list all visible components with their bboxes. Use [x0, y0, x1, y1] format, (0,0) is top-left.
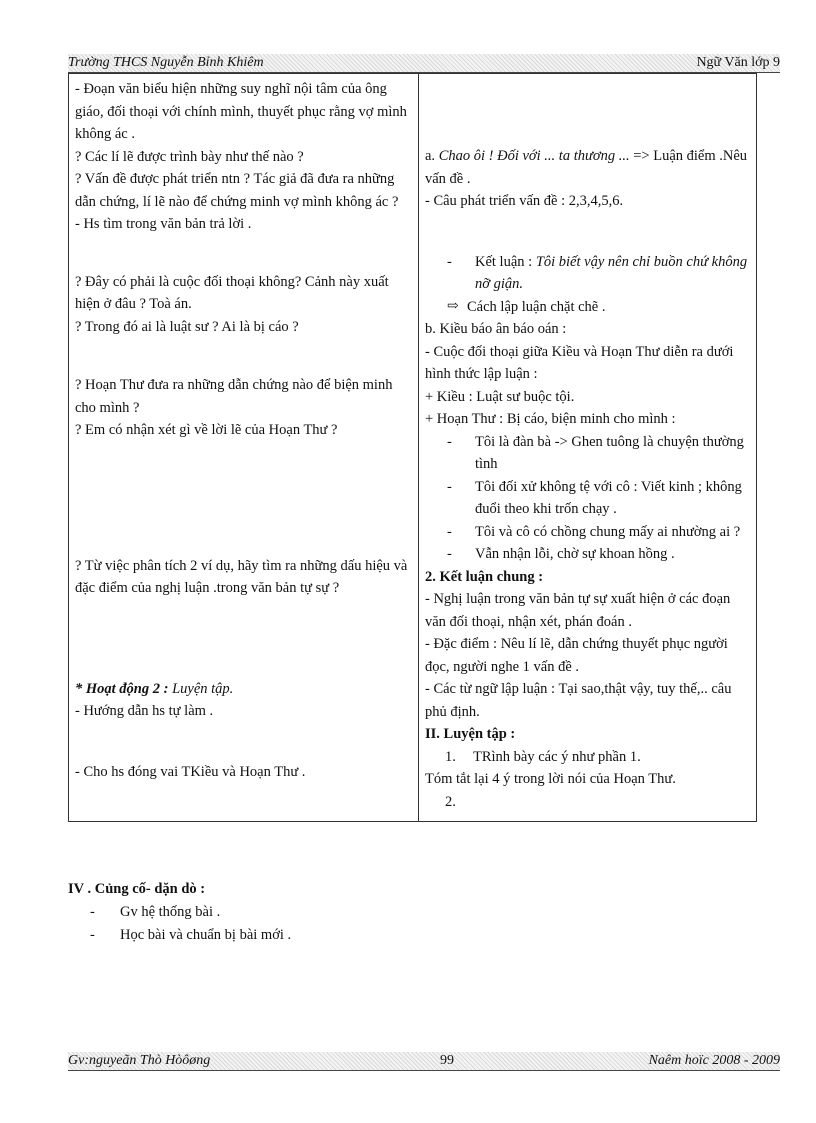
arrow-item: ⇨ Cách lập luận chặt chẽ .: [425, 296, 750, 319]
page-footer: [68, 1052, 780, 1070]
list-item: - Tôi và cô có chồng chung mấy ai nhường ai ?: [447, 523, 741, 540]
list-item: - Tôi là đàn bà -> Ghen tuông là chuyện thường tình: [447, 433, 744, 472]
right-text: - Các từ ngữ lập luận : Tại sao,thật vậy, tuy thế,.. câu phủ định.: [425, 681, 732, 720]
left-question: ? Em có nhận xét gì về lời lẽ của Hoạn Thư ?: [75, 422, 338, 438]
footer-rule: [68, 1070, 780, 1071]
teacher-name: Gv:nguyeãn Thò Hòôøng: [68, 1053, 211, 1068]
right-text: - Nghị luận trong văn bản tự sự xuất hiện ở các đoạn văn đối thoại, nhận xét, phán đoán .: [425, 591, 731, 630]
summary-item: - Gv hệ thống bài .: [90, 904, 221, 920]
section-a: a. Chao ôi ! Đối với ... ta thương ... => Luận điểm .Nêu vấn đề .: [425, 148, 748, 187]
right-text: - Cuộc đối thoại giữa Kiều và Hoạn Thư diễn ra dưới hình thức lập luận :: [425, 343, 734, 382]
left-question: ? Đây có phải là cuộc đối thoại không? Cảnh này xuất hiện ở đâu ? Toà án.: [75, 273, 389, 312]
left-question: ? Vấn đề được phát triển ntn ? Tác giả đã đưa ra những dẫn chứng, lí lẽ nào để chứng minh vợ mình không ác ?: [75, 171, 399, 210]
right-text: Tóm tắt lại 4 ý trong lời nói của Hoạn Thư.: [425, 771, 676, 787]
content-column: [419, 74, 757, 822]
school-year: Naêm hoïc 2008 - 2009: [648, 1053, 780, 1068]
activity-heading: * Hoạt động 2 : Luyện tập.: [75, 680, 234, 697]
conclusion-item: - Kết luận : Tôi biết vậy nên chỉ buồn chứ không nỡ giận.: [447, 253, 748, 292]
summary-item: - Học bài và chuẩn bị bài mới .: [90, 927, 292, 943]
left-question: ? Từ việc phân tích 2 ví dụ, hãy tìm ra những dấu hiệu và đặc điểm của nghị luận .trong văn bản tự sự ?: [75, 557, 408, 596]
right-text: + Hoạn Thư : Bị cáo, biện minh cho mình :: [425, 411, 676, 427]
left-text: - Hs tìm trong văn bản trả lời .: [75, 216, 252, 232]
section-b-heading: b. Kiều báo ân báo oán :: [425, 321, 567, 337]
practice-item: 2.: [445, 793, 456, 810]
page-number: 99: [440, 1053, 454, 1068]
practice-item: 1. TRình bày các ý như phần 1.: [445, 748, 641, 765]
right-text: + Kiều : Luật sư buộc tội.: [425, 388, 575, 405]
left-text: - Hướng dẫn hs tự làm .: [75, 703, 214, 719]
school-name: Trường THCS Nguyễn Bỉnh Khiêm: [68, 55, 264, 70]
lesson-table: [68, 73, 757, 822]
left-text: - Cho hs đóng vai TKiều và Hoạn Thư .: [75, 763, 306, 780]
page-header: [68, 54, 780, 72]
right-text: - Câu phát triển vấn đề : 2,3,4,5,6.: [425, 193, 624, 209]
list-item: - Tôi đối xử không tệ với cô : Viết kinh ; không đuổi theo khi trốn chạy .: [447, 478, 742, 517]
arrow-right-icon: ⇨: [447, 298, 459, 314]
left-text: - Đoạn văn biểu hiện những suy nghĩ nội tâm của ông giáo, đối thoại với chính mình, thuyết phục rằng vợ mình không ác .: [75, 81, 407, 142]
general-conclusion-heading: 2. Kết luận chung :: [425, 568, 544, 585]
left-question: ? Hoạn Thư đưa ra những dẫn chứng nào để biện minh cho mình ?: [75, 377, 393, 416]
subject-label: Ngữ Văn lớp 9: [696, 55, 780, 70]
practice-heading: II. Luyện tập :: [425, 726, 516, 742]
summary-section: [68, 878, 768, 947]
summary-title: IV . Củng cố- dặn dò :: [68, 881, 206, 897]
teacher-activity-column: [69, 74, 419, 822]
left-question: ? Các lí lẽ được trình bày như thế nào ?: [75, 148, 304, 165]
list-item: - Vẫn nhận lỗi, chờ sự khoan hồng .: [447, 546, 675, 562]
left-question: ? Trong đó ai là luật sư ? Ai là bị cáo ?: [75, 318, 299, 335]
right-text: - Đặc điểm : Nêu lí lẽ, dẫn chứng thuyết phục người đọc, người nghe 1 vấn đề .: [425, 636, 728, 675]
